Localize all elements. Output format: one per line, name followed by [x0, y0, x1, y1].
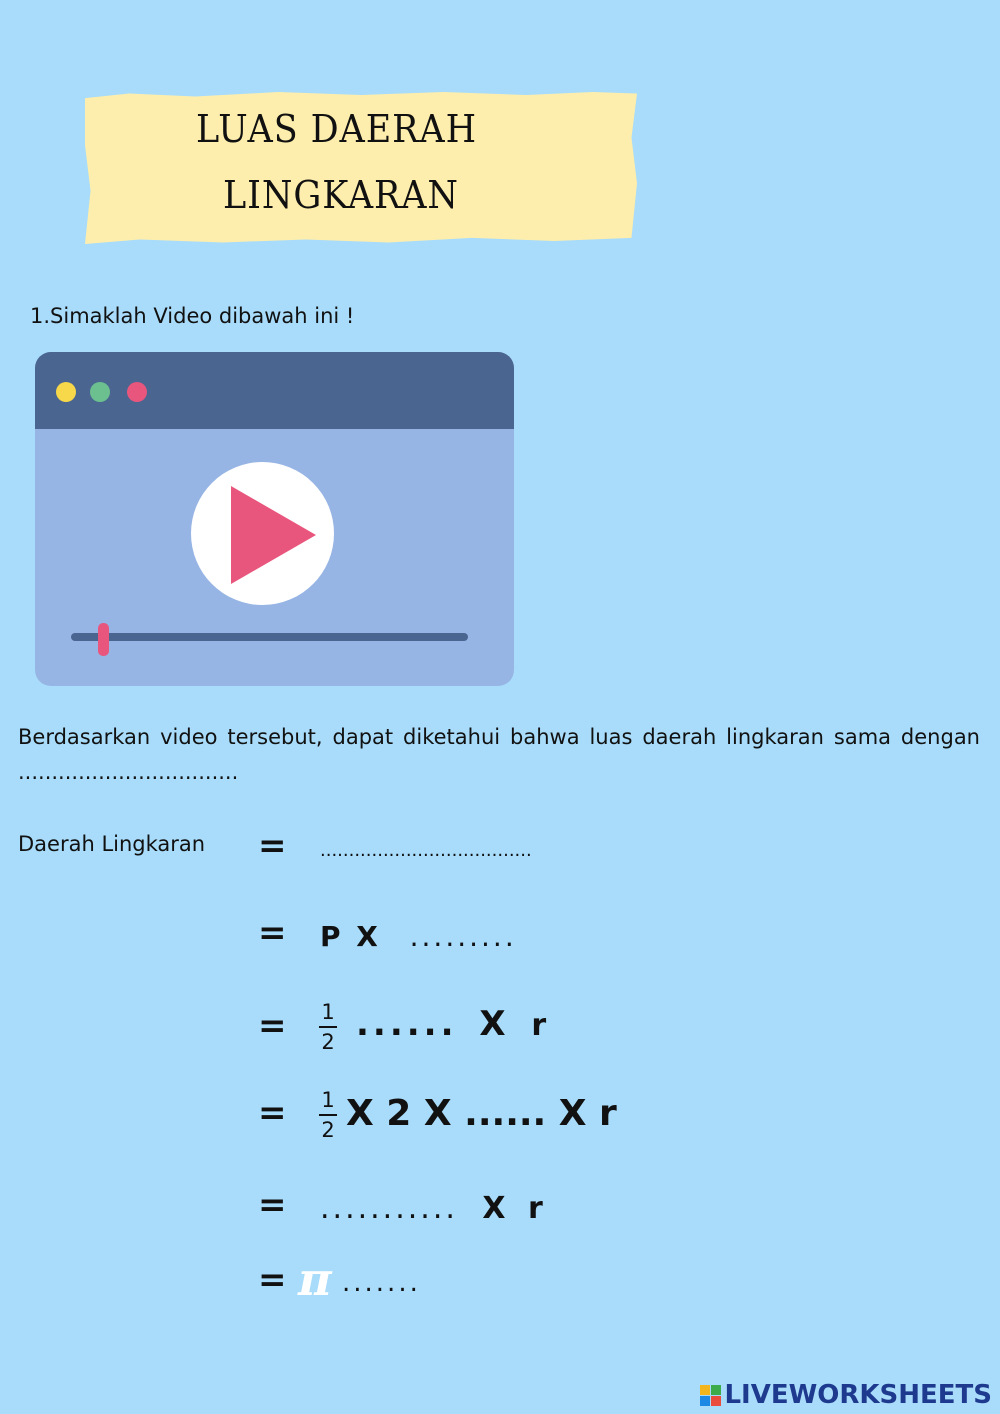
red-dot-icon [127, 382, 147, 402]
equals-sign-1: = [258, 826, 287, 866]
question-paragraph: Berdasarkan video tersebut, dapat diketahui bahwa luas daerah lingkaran sama dengan ................................. [18, 725, 980, 784]
times-symbol: X [479, 1004, 506, 1044]
p-symbol: P [320, 920, 341, 953]
brand-text: LIVEWORKSHEETS [724, 1380, 992, 1410]
r-symbol: r [531, 1008, 547, 1043]
play-button[interactable] [191, 462, 334, 605]
liveworksheets-logo [700, 1380, 992, 1410]
video-player[interactable] [35, 352, 514, 686]
pi-symbol: π [298, 1252, 332, 1306]
liveworksheets-logo-icon [700, 1385, 721, 1406]
title-line-1: LUAS DAERAH [196, 107, 477, 151]
answer-blank-2[interactable]: ......... [409, 920, 517, 953]
title-line-2: LINGKARAN [223, 173, 459, 217]
equals-sign-3: = [258, 1006, 287, 1046]
fraction-half-2 [319, 1088, 337, 1142]
equals-sign-2: = [258, 913, 287, 953]
equation-line-4[interactable]: X 2 X ...... X r [346, 1093, 617, 1134]
answer-blank-1[interactable]: ..................................... [320, 840, 532, 861]
equals-sign-6: = [258, 1260, 287, 1300]
equals-sign-4: = [258, 1093, 287, 1133]
yellow-dot-icon [56, 382, 76, 402]
daerah-lingkaran-label: Daerah Lingkaran [18, 832, 206, 856]
fraction-denominator: 2 [321, 1030, 335, 1054]
video-progress-bar[interactable] [71, 633, 468, 641]
fraction-numerator: 1 [321, 1088, 335, 1112]
answer-blank-3[interactable]: ...... [356, 1004, 458, 1044]
answer-blank-6[interactable]: ....... [342, 1268, 421, 1298]
instruction-text: 1.Simaklah Video dibawah ini ! [30, 304, 355, 328]
video-progress-handle[interactable] [98, 623, 109, 656]
r-symbol: r [527, 1191, 543, 1226]
green-dot-icon [90, 382, 110, 402]
answer-blank-5[interactable]: ........... [320, 1191, 458, 1226]
times-symbol: X [482, 1191, 506, 1226]
fraction-numerator: 1 [321, 1000, 335, 1024]
equals-sign-5: = [258, 1185, 287, 1225]
fraction-half-1 [319, 1000, 337, 1054]
play-icon [191, 462, 334, 605]
times-symbol: X [356, 920, 378, 953]
fraction-denominator: 2 [321, 1118, 335, 1142]
